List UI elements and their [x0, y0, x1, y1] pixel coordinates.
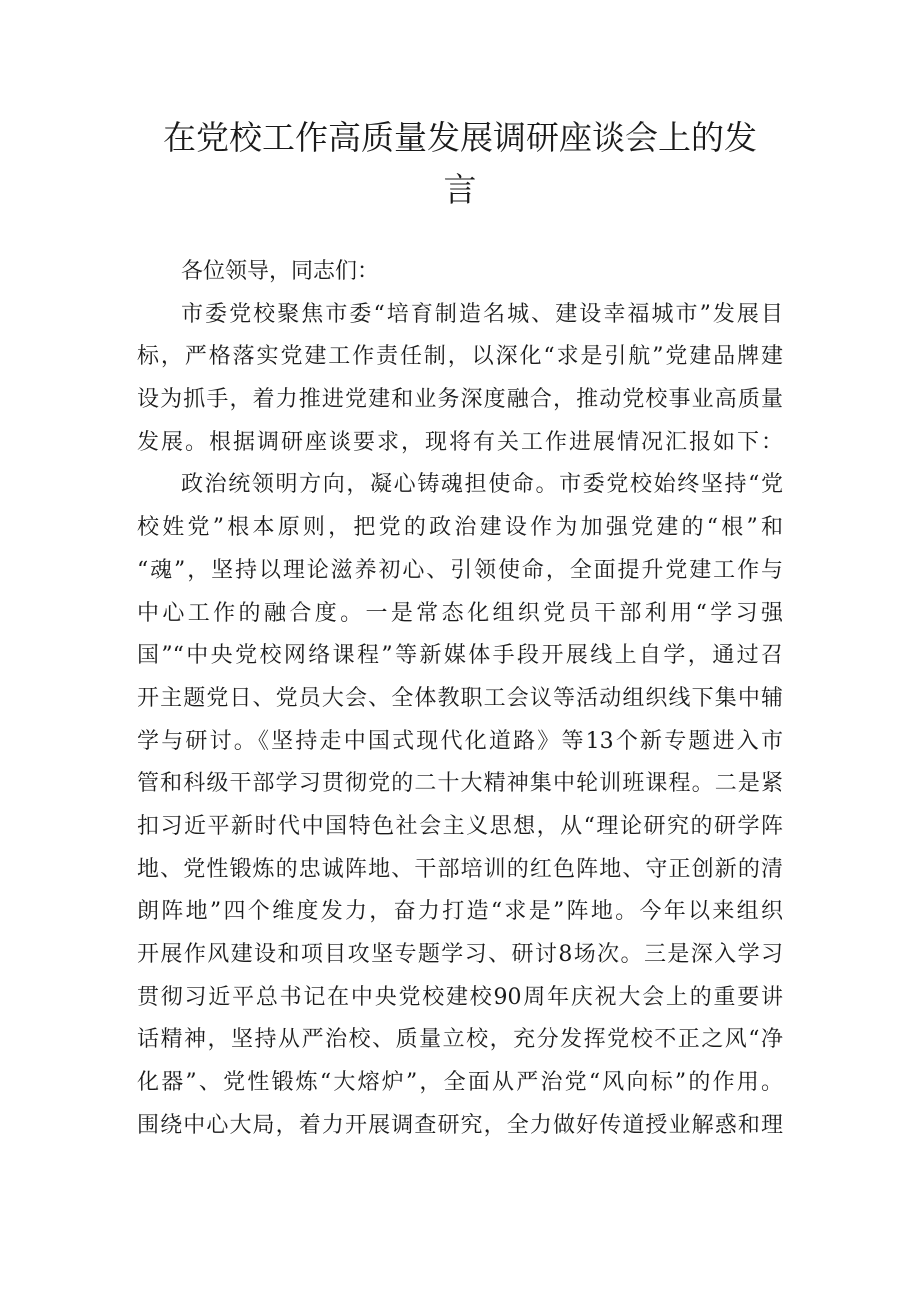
title-line-1: 在党校工作高质量发展调研座谈会上的发 [163, 118, 757, 157]
paragraph-line: 国”“中央党校网络课程”等新媒体手段开展线上自学，通过召 [137, 643, 783, 669]
paragraph-line: 设为抓手，着力推进党建和业务深度融合，推动党校事业高质量 [137, 387, 783, 413]
paragraph-line: 地、党性锻炼的忠诚阵地、干部培训的红色阵地、守正创新的清 [137, 856, 783, 882]
paragraph-line: 发展。根据调研座谈要求，现将有关工作进展情况汇报如下： [137, 429, 783, 455]
paragraph-1 [137, 294, 783, 465]
paragraph-line: 化器”、党性锻炼“大熔炉”，全面从严治党“风向标”的作用。 [137, 1070, 783, 1096]
paragraph-2 [137, 464, 783, 1147]
paragraph-line: 开主题党日、党员大会、全体教职工会议等活动组织线下集中辅 [137, 685, 783, 711]
paragraph-line: 贯彻习近平总书记在中央党校建校90周年庆祝大会上的重要讲 [137, 984, 783, 1010]
paragraph-line: 学与研讨。《坚持走中国式现代化道路》等13个新专题进入市 [137, 728, 783, 754]
paragraph-line: 管和科级干部学习贯彻党的二十大精神集中轮训班课程。二是紧 [137, 771, 783, 797]
paragraph-line: 朗阵地”四个维度发力，奋力打造“求是”阵地。今年以来组织 [137, 899, 783, 925]
page-title [140, 112, 780, 216]
paragraph-line: 标，严格落实党建工作责任制，以深化“求是引航”党建品牌建 [137, 344, 783, 370]
document-body [137, 251, 783, 1147]
paragraph-line: 校姓党”根本原则，把党的政治建设作为加强党建的“根”和 [137, 515, 783, 541]
paragraph-line: 扣习近平新时代中国特色社会主义思想，从“理论研究的研学阵 [137, 813, 783, 839]
paragraph-line: 话精神，坚持从严治校、质量立校，充分发挥党校不正之风“净 [137, 1027, 783, 1053]
title-line-2: 言 [443, 170, 477, 209]
paragraph-line: 开展作风建设和项目攻坚专题学习、研讨8场次。三是深入学习 [137, 942, 783, 967]
paragraph-line: 中心工作的融合度。一是常态化组织党员干部利用“学习强 [137, 600, 783, 626]
salutation: 各位领导，同志们： [181, 259, 380, 284]
paragraph-line: 围绕中心大局，着力开展调查研究，全力做好传道授业解惑和理 [137, 1112, 783, 1138]
paragraph-line: 政治统领明方向，凝心铸魂担使命。市委党校始终坚持“党 [181, 472, 783, 498]
paragraph-line: 市委党校聚焦市委“培育制造名城、建设幸福城市”发展目 [181, 301, 783, 327]
paragraph-line: “魂”，坚持以理论滋养初心、引领使命，全面提升党建工作与 [137, 557, 783, 583]
